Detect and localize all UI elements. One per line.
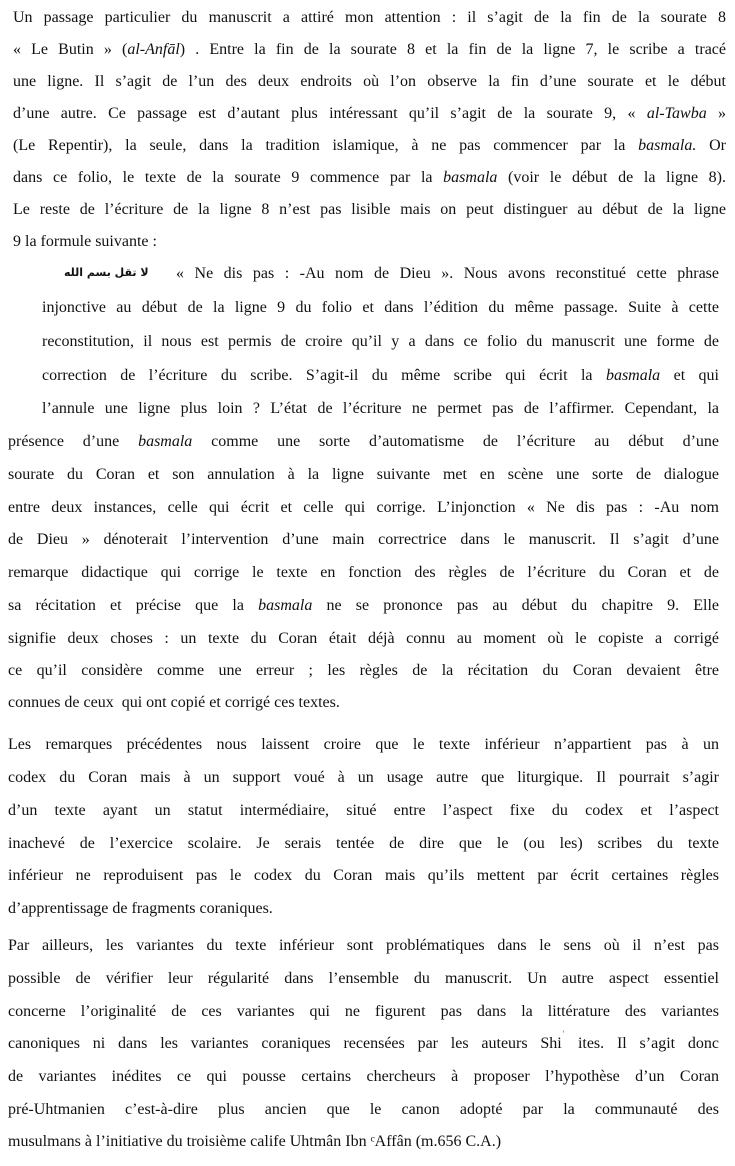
text-line: entre deux instances, celle qui écrit et celle qui corrige. L’injonction « Ne dis pas : -Au nom — [8, 499, 719, 516]
text-line: musulmans à l’initiative du troisième calife Uhtmân Ibn ᶜAffân (m.656 C.A.) — [8, 1133, 502, 1150]
text-line: injonctive au début de la ligne 9 du folio et dans l’édition du même passage. Suite à cette — [42, 299, 719, 316]
italic-term: basmala — [138, 433, 193, 450]
text-line: pré-Uhtmanien c’est-à-dire plus ancien que le canon adopté par la communauté des — [8, 1101, 719, 1118]
text-span: comme une sorte d’automatisme de l’écriture au début d’une — [211, 433, 720, 450]
text-line: codex du Coran mais à un support voué à un usage autre que liturgique. Il pourrait s’agir — [8, 769, 719, 786]
text-line: Le reste de l’écriture de la ligne 8 n’est pas lisible mais on peut distinguer au début de la ligne — [13, 201, 726, 218]
text-line: ce qu’il considère comme une erreur ; les règles de la récitation du Coran devaient être — [8, 662, 719, 679]
italic-term: basmala — [605, 367, 661, 384]
text-line — [13, 136, 726, 156]
text-span: (Le Repentir), la seule, dans la tradition islamique, à ne pas commencer par la — [13, 137, 626, 154]
text-span: dans ce folio, le texte de la sourate 9 commence par la — [13, 169, 433, 186]
text-line: Un passage particulier du manuscrit a attiré mon attention : il s’agit de la fin de la sourate 8 — [13, 9, 726, 26]
text-span: sa récitation et précise que la — [8, 597, 244, 614]
text-line: Par ailleurs, les variantes du texte inférieur sont problématiques dans le sens où il n’est pas — [8, 937, 719, 954]
text-span: d’une autre. Ce passage est d’autant plus intéressant qu’il s’agit de la sourate 9, « — [13, 105, 636, 122]
text-line: inférieur ne reproduisent pas le codex du Coran mais qu’ils mettent par écrit certaines règles — [8, 867, 719, 884]
ayn-mark: ʿ — [561, 1030, 566, 1041]
text-line: remarque didactique qui corrige le texte en fonction des règles de l’écriture du Coran et de — [8, 564, 719, 581]
text-span: canoniques ni dans les variantes coraniques recensées par les auteurs Shi — [8, 1035, 562, 1052]
text-line: 9 la formule suivante : — [13, 233, 157, 250]
text-line: l’annule une ligne plus loin ? L’état de l’écriture ne permet pas de l’affirmer. Cependant, la — [42, 400, 719, 417]
text-line: « Ne dis pas : -Au nom de Dieu ». Nous avons reconstitué cette phrase — [176, 265, 719, 282]
text-span: « Le Butin » ( — [13, 41, 128, 58]
text-span: présence d’une — [8, 433, 120, 450]
text-line — [13, 168, 726, 188]
text-line — [13, 104, 726, 124]
text-line: connues de ceux qui ont copié et corrigé ces textes. — [8, 694, 340, 711]
text-line: de variantes inédites ce qui pousse certains chercheurs à proposer l’hypothèse d’un Coran — [8, 1068, 719, 1085]
text-line: sourate du Coran et son annulation à la ligne suivante met en scène une sorte de dialogue — [8, 466, 719, 483]
text-line: inachevé de l’exercice scolaire. Je serais tentée de dire que le (ou les) scribes du texte — [8, 835, 719, 852]
text-line: possible de vérifier leur régularité dans l’ensemble du manuscrit. Un autre aspect essentiel — [8, 970, 719, 987]
italic-term: al-Anfāl — [127, 41, 180, 58]
arabic-formula — [64, 262, 149, 282]
arabic-text: لا تقل بسم الله — [64, 266, 149, 279]
text-span: ) . Entre la fin de la sourate 8 et la fin de la ligne 7, le scribe a tracé — [179, 41, 726, 58]
text-line — [8, 596, 719, 616]
text-line: Les remarques précédentes nous laissent croire que le texte inférieur n’appartient pas à un — [8, 736, 719, 753]
text-line — [42, 366, 719, 386]
text-line — [8, 1030, 720, 1054]
italic-term: basmala — [258, 597, 313, 614]
text-line: de Dieu » dénoterait l’intervention d’une main correctrice dans le manuscrit. Il s’agit d’une — [8, 531, 719, 548]
text-span: (voir le début de la ligne 8). — [508, 169, 727, 186]
text-span: ites. Il s’agit donc — [577, 1035, 720, 1052]
italic-term: basmala — [443, 169, 498, 186]
text-line: d’un texte ayant un statut intermédiaire, situé entre l’aspect fixe du codex et l’aspect — [8, 802, 719, 819]
text-line: une ligne. Il s’agit de l’un des deux endroits où l’on observe la fin d’une sourate et le début — [13, 73, 726, 90]
text-line: signifie deux choses : un texte du Coran était déjà connu au moment où le copiste a corrigé — [8, 630, 719, 647]
text-line — [13, 40, 726, 60]
text-line — [8, 432, 719, 452]
text-span: ne se prononce pas au début du chapitre 9. Elle — [326, 597, 720, 614]
text-span: » — [718, 105, 727, 122]
italic-term: basmala. — [638, 137, 697, 154]
italic-term: al-Tawba — [646, 105, 707, 122]
text-span: correction de l’écriture du scribe. S’agit-il du même scribe qui écrit la — [42, 367, 593, 384]
text-line: d’apprentissage de fragments coraniques. — [8, 900, 273, 917]
text-span: et qui — [673, 367, 720, 384]
text-line: concerne l’originalité de ces variantes qui ne figurent pas dans la littérature des variantes — [8, 1003, 719, 1020]
text-span: Or — [709, 137, 727, 154]
text-line: reconstitution, il nous est permis de croire qu’il y a dans ce folio du manuscrit une forme de — [42, 333, 719, 350]
